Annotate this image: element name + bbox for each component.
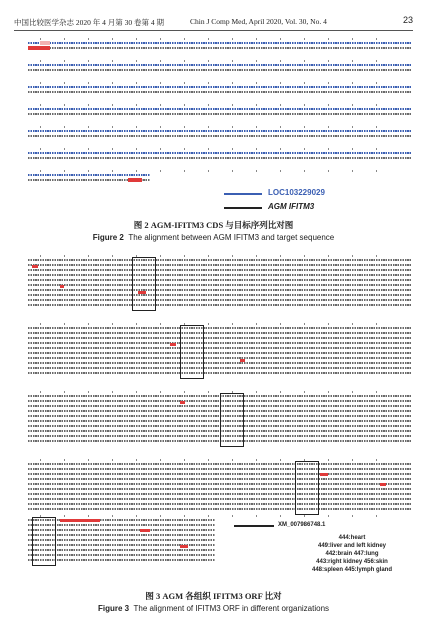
target-sequence-row xyxy=(20,91,412,94)
mismatch-marker xyxy=(180,401,185,404)
sequence-bar xyxy=(28,69,412,71)
tissue-sequence-row xyxy=(20,425,412,428)
consensus-dots xyxy=(40,60,400,62)
alignment-block xyxy=(20,255,412,309)
sequence-bar xyxy=(28,554,215,556)
codon-highlight-box xyxy=(32,517,56,566)
tissue-sequence-row xyxy=(20,352,412,355)
tissue-sequence-row xyxy=(20,284,412,287)
annotation-brain-lung: 442:brain 447:lung xyxy=(325,551,379,557)
query-sequence-row xyxy=(20,64,412,67)
sequence-bar xyxy=(28,337,412,339)
sequence-bar xyxy=(28,559,215,561)
tissue-sequence-row xyxy=(20,400,412,403)
sequence-bar xyxy=(28,299,412,301)
figure-3-alignment xyxy=(20,255,412,585)
legend-label-query: LOC103229029 xyxy=(268,188,325,197)
consensus-dots xyxy=(40,148,400,150)
alignment-block xyxy=(20,38,412,52)
sequence-bar xyxy=(28,508,412,510)
sequence-bar xyxy=(28,64,412,66)
tissue-sequence-row xyxy=(20,503,412,506)
target-sequence-row xyxy=(20,69,412,72)
tissue-sequence-row xyxy=(20,332,412,335)
figure-2-alignment xyxy=(20,38,412,214)
sequence-bar xyxy=(28,269,412,271)
tissue-sequence-row xyxy=(20,259,412,262)
alignment-block xyxy=(20,459,412,513)
annotation-liver-kidney: 449:liver and left kidney xyxy=(317,543,387,549)
codon-highlight-box xyxy=(220,393,244,447)
tissue-sequence-row xyxy=(20,508,412,511)
tissue-sequence-row xyxy=(20,498,412,501)
annotation-right-kidney-skin: 443:right kidney 456:skin xyxy=(316,559,388,565)
sequence-bar xyxy=(28,524,215,526)
query-sequence-row xyxy=(20,130,412,133)
sequence-bar xyxy=(28,463,412,465)
alignment-block xyxy=(20,148,412,162)
sequence-bar xyxy=(28,174,150,176)
tissue-sequence-row xyxy=(20,264,412,267)
sequence-bar xyxy=(28,304,412,306)
codon-highlight-box xyxy=(132,257,156,311)
consensus-dots xyxy=(40,515,400,517)
sequence-bar xyxy=(28,519,215,521)
sequence-bar xyxy=(28,47,412,49)
header-rule xyxy=(14,30,413,31)
consensus-dots xyxy=(40,126,400,128)
tissue-sequence-row xyxy=(20,304,412,307)
sequence-bar xyxy=(28,91,412,93)
tissue-sequence-row xyxy=(20,435,412,438)
alignment-block xyxy=(20,82,412,96)
codon-highlight-box xyxy=(180,325,204,379)
tissue-sequence-row xyxy=(20,362,412,365)
sequence-bar xyxy=(28,130,412,132)
query-sequence-row xyxy=(20,86,412,89)
query-sequence-row xyxy=(20,108,412,111)
mismatch-marker xyxy=(32,265,38,268)
figure-2-title: The alignment between AGM IFITM3 and target sequence xyxy=(128,233,335,242)
consensus-dots xyxy=(40,255,400,257)
tissue-sequence-row xyxy=(20,337,412,340)
sequence-bar xyxy=(28,372,412,374)
tissue-sequence-row xyxy=(20,279,412,282)
mismatch-marker xyxy=(40,41,50,45)
tissue-sequence-row xyxy=(20,410,412,413)
sequence-bar xyxy=(28,367,412,369)
tissue-sequence-row xyxy=(20,269,412,272)
tissue-sequence-row xyxy=(20,488,412,491)
sequence-bar xyxy=(28,468,412,470)
figure-2-caption-cn: 图 2 AGM-IFITM3 CDS 与目标序列比对图 xyxy=(133,220,294,230)
sequence-bar xyxy=(28,503,412,505)
tissue-sequence-row xyxy=(20,395,412,398)
sequence-bar xyxy=(28,289,412,291)
sequence-bar xyxy=(28,488,412,490)
sequence-bar xyxy=(28,342,412,344)
tissue-annotations xyxy=(292,534,412,574)
sequence-bar xyxy=(28,274,412,276)
tissue-sequence-row xyxy=(20,483,412,486)
consensus-dots xyxy=(40,82,400,84)
sequence-bar xyxy=(28,42,412,44)
sequence-bar xyxy=(28,483,412,485)
journal-header-en: Chin J Comp Med, April 2020, Vol. 30, No. 4 xyxy=(190,17,327,26)
accession-label: XM_007986748.1 xyxy=(278,522,326,528)
sequence-bar xyxy=(28,327,412,329)
page-number: 23 xyxy=(402,15,413,25)
sequence-bar xyxy=(28,534,215,536)
sequence-bar xyxy=(28,357,412,359)
codon-highlight-box xyxy=(295,461,319,515)
mismatch-marker xyxy=(60,519,100,522)
figure-3-caption-en xyxy=(0,604,427,613)
tissue-sequence-row xyxy=(20,420,412,423)
figure-3-title: The alignment of IFITM3 ORF in different organizations xyxy=(133,604,330,613)
sequence-bar xyxy=(28,493,412,495)
sequence-bar xyxy=(28,86,412,88)
sequence-bar xyxy=(28,294,412,296)
consensus-dots xyxy=(40,104,400,106)
sequence-bar xyxy=(28,352,412,354)
consensus-dots xyxy=(40,323,400,325)
tissue-sequence-row xyxy=(20,493,412,496)
tissue-sequence-row xyxy=(20,357,412,360)
sequence-bar xyxy=(28,135,412,137)
alignment-block xyxy=(20,170,412,184)
query-sequence-row xyxy=(20,152,412,155)
tissue-sequence-row xyxy=(20,478,412,481)
legend-label-target: AGM IFITM3 xyxy=(268,202,315,211)
consensus-dots xyxy=(40,170,400,172)
mismatch-marker xyxy=(380,483,386,486)
sequence-bar xyxy=(28,529,215,531)
tissue-sequence-row xyxy=(20,440,412,443)
sequence-bar xyxy=(28,332,412,334)
figure-3-caption-cn: 图 3 AGM 各组织 IFITM3 ORF 比对 xyxy=(145,591,282,601)
mismatch-marker xyxy=(180,545,188,548)
sequence-bar xyxy=(28,113,412,115)
sequence-bar xyxy=(28,347,412,349)
tissue-sequence-row xyxy=(20,372,412,375)
sequence-bar xyxy=(28,157,412,159)
mismatch-marker xyxy=(240,359,245,362)
sequence-bar xyxy=(28,259,412,261)
accession-line xyxy=(234,525,274,527)
alignment-block xyxy=(20,323,412,377)
tissue-sequence-row xyxy=(20,342,412,345)
alignment-block xyxy=(20,126,412,140)
target-sequence-row xyxy=(20,135,412,138)
alignment-block xyxy=(20,104,412,118)
mismatch-marker xyxy=(140,529,150,532)
tissue-sequence-row xyxy=(20,430,412,433)
sequence-bar xyxy=(28,108,412,110)
annotation-heart: 444:heart xyxy=(338,535,366,541)
sequence-bar xyxy=(28,498,412,500)
mismatch-marker xyxy=(128,178,142,182)
sequence-bar xyxy=(28,549,215,551)
annotation-spleen-lymph: 448:spleen 445:lymph gland xyxy=(311,567,393,573)
sequence-bar xyxy=(28,152,412,154)
target-sequence-row xyxy=(20,47,412,50)
tissue-sequence-row xyxy=(20,463,412,466)
query-sequence-row xyxy=(20,174,150,177)
tissue-sequence-row xyxy=(20,347,412,350)
figure-3-label: Figure 3 xyxy=(97,604,130,613)
tissue-sequence-row xyxy=(20,299,412,302)
mismatch-marker xyxy=(28,46,50,50)
consensus-dots xyxy=(40,459,400,461)
sequence-bar xyxy=(28,478,412,480)
mismatch-marker xyxy=(138,291,146,294)
sequence-bar xyxy=(28,284,412,286)
query-sequence-row xyxy=(20,42,412,45)
legend-swatch-query xyxy=(224,193,262,195)
alignment-block xyxy=(20,60,412,74)
alignment-block xyxy=(20,391,412,445)
tissue-sequence-row xyxy=(20,327,412,330)
tissue-sequence-row xyxy=(20,274,412,277)
tissue-sequence-row xyxy=(20,294,412,297)
figure-2-caption-en xyxy=(0,233,427,242)
journal-header-cn: 中国比较医学杂志 2020 年 4 月第 30 卷第 4 期 xyxy=(14,18,164,27)
tissue-sequence-row xyxy=(20,473,412,476)
sequence-bar xyxy=(28,539,215,541)
tissue-sequence-row xyxy=(20,415,412,418)
mismatch-marker xyxy=(320,473,328,476)
tissue-sequence-row xyxy=(20,468,412,471)
figure-2-label: Figure 2 xyxy=(92,233,124,242)
target-sequence-row xyxy=(20,113,412,116)
mismatch-marker xyxy=(60,285,64,288)
sequence-bar xyxy=(28,279,412,281)
tissue-sequence-row xyxy=(20,289,412,292)
sequence-bar xyxy=(28,264,412,266)
consensus-dots xyxy=(40,38,400,40)
sequence-bar xyxy=(28,473,412,475)
mismatch-marker xyxy=(170,343,176,346)
tissue-sequence-row xyxy=(20,405,412,408)
legend-swatch-target xyxy=(224,207,262,209)
target-sequence-row xyxy=(20,157,412,160)
sequence-bar xyxy=(28,362,412,364)
tissue-sequence-row xyxy=(20,367,412,370)
